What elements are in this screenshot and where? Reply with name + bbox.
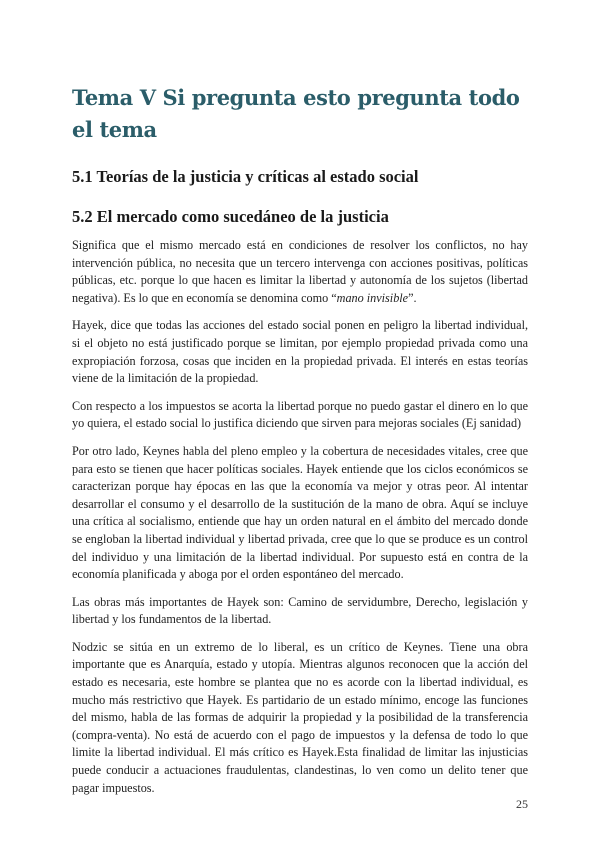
chapter-title: Tema V Si pregunta esto pregunta todo el tema xyxy=(72,85,520,142)
emphasis-mano-invisible: mano invisible xyxy=(336,290,409,305)
page-number: 25 xyxy=(516,797,528,811)
paragraph-impuestos: Con respecto a los impuestos se acorta la libertad porque no puedo gastar el dinero en lo que yo quiera, el estado social lo justifica diciendo que sirven para mejoras sociales (Ej sanidad) xyxy=(72,398,528,431)
section-heading-5-2: 5.2 El mercado como sucedáneo de la justicia xyxy=(72,207,389,226)
paragraph-nodzic: Nodzic se sitúa en un extremo de lo liberal, es un crítico de Keynes. Tiene una obra importante que es Anarquía, estado y utopía. Mientras algunos reconocen que la acción del estado es necesaria, este hombre se plantea que no es acorde con la libertad individual, es mucho más restrictivo que Hayek. Es partidario de un estado mínimo, encoge las funciones del mismo, habla de las formas de adquirir la propiedad y la posibilidad de la transferencia (compra-venta). No está de acuerdo con el pago de impuestos y la defensa de todo lo que limite la libertad individual. El más crítico es Hayek.Esta finalidad de limitar las injusticias puede conducir a actuaciones fraudulentas, clandestinas, lo ven como un delito tener que pagar impuestos. xyxy=(72,639,528,795)
paragraph-obras-hayek: Las obras más importantes de Hayek son: Camino de servidumbre, Derecho, legislación y libertad y los fundamentos de la libertad. xyxy=(72,594,528,627)
paragraph-keynes: Por otro lado, Keynes habla del pleno empleo y la cobertura de necesidades vitales, cree que para esto se tienen que hacer políticas sociales. Hayek entiende que los ciclos económicos se caracterizan porque hay épocas en las que la economía va mejor y otras peor. Al intentar desarrollar el consumo y el desarrollo de la sustitución de la mano de obra. Aquí se incluye una crítica al socialismo, entiende que hay un orden natural en el ámbito del mercado donde se engloban la libertad individual y libertad privada, cree que lo que se produce es un control del individuo y una limitación de la libertad individual. Por supuesto está en contra de la economía planificada y aboga por el orden espontáneo del mercado. xyxy=(72,443,528,582)
paragraph-text: Significa que el mismo mercado está en condiciones de resolver los conflictos, no hay intervención pública, no necesita que un tercero intervenga con acciones positivas, políticas públicas, etc. porque lo que hacen es limitar la libertad y autonomía de los sujetos (libertad negativa). Es lo que en economía se denomina como “ xyxy=(72,238,528,305)
paragraph-text-end: ”. xyxy=(408,290,417,305)
section-heading-5-1: 5.1 Teorías de la justicia y críticas al estado social xyxy=(72,167,419,186)
paragraph-mercado xyxy=(72,237,528,307)
paragraph-hayek-libertad: Hayek, dice que todas las acciones del estado social ponen en peligro la libertad individual, si el objeto no está justificado porque se limitan, por ejemplo propiedad privada como una expropiación forzosa, cosas que inciden en la propiedad privada. El interés en estas teorías viene de la limitación de la propiedad. xyxy=(72,318,528,386)
body-text xyxy=(72,237,528,797)
